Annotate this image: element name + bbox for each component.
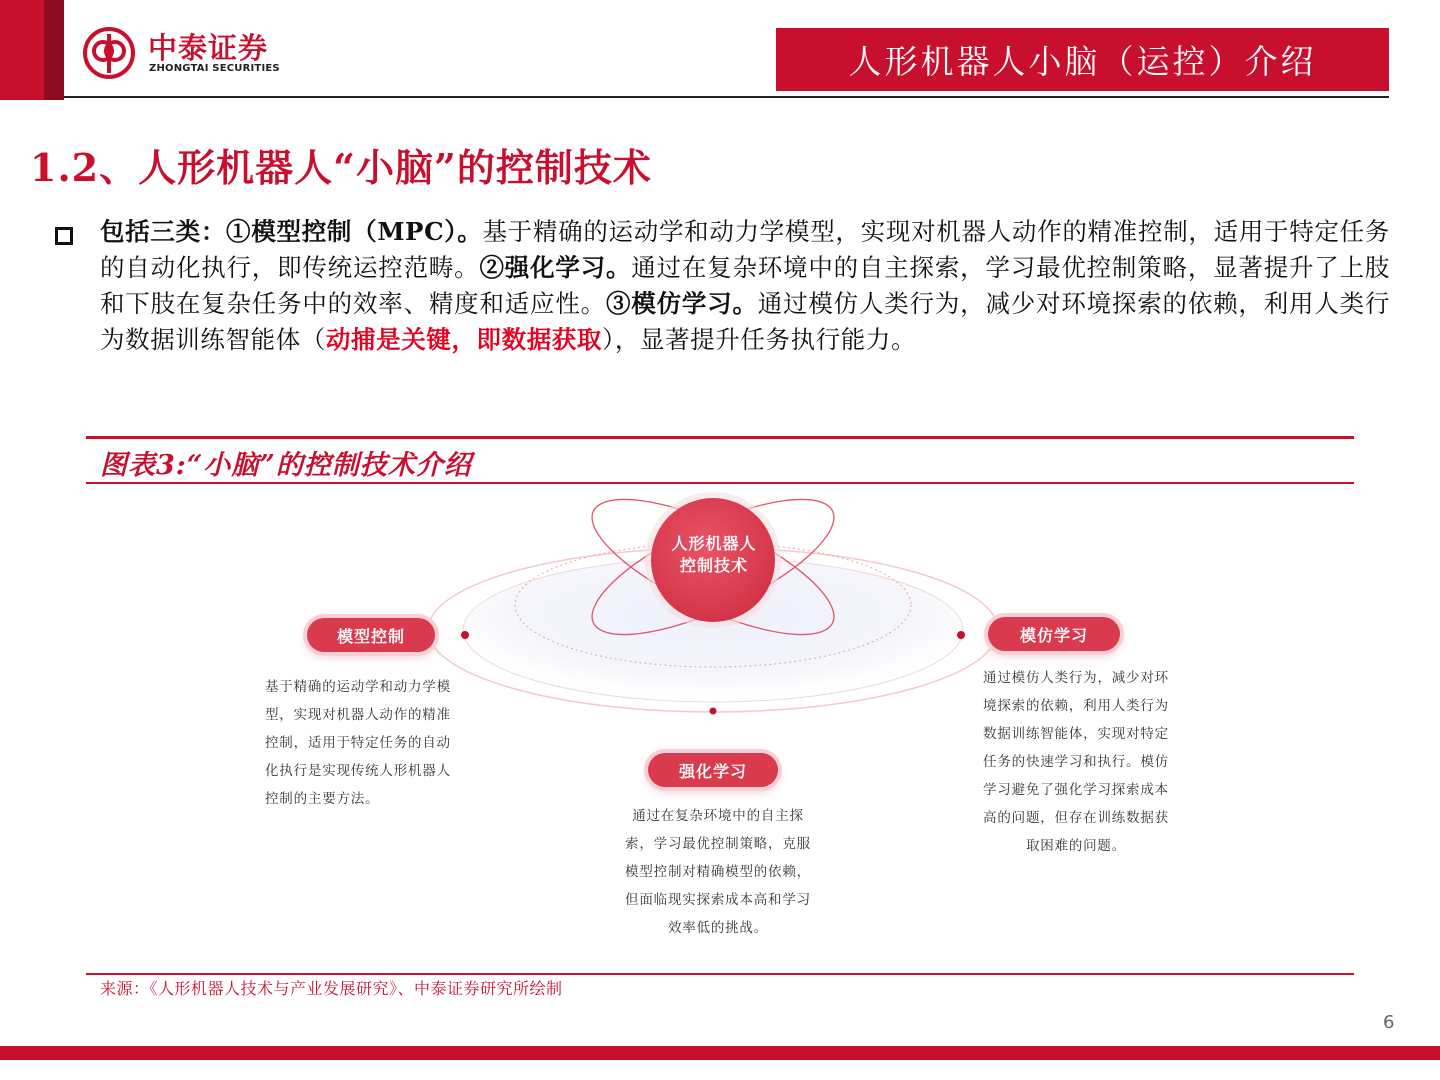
para-bold-2: ②强化学习。 [479, 253, 632, 282]
model-control-node: 模型控制 [307, 618, 435, 652]
checkbox-bullet-icon [55, 227, 73, 245]
imitation-learning-node: 模仿学习 [988, 617, 1120, 651]
para-text-2: 通过在复杂环境中的自主探索，学习最优控制策略，显著提升了上肢和下肢在复杂任务中的效率、精度和适应性。 [100, 253, 1390, 318]
para-bold-1: 包括三类：①模型控制（MPC）。 [100, 217, 483, 246]
logo-english-name: ZHONGTAI SECURITIES [149, 63, 280, 74]
anchor-dot-right [957, 631, 965, 639]
imitation-learning-desc: 通过模仿人类行为，减少对环境探索的依赖，利用人类行为数据训练智能体，实现对特定任务的快速学习和执行。模仿学习避免了强化学习探索成本高的问题，但存在训练数据获取困难的问题。 [983, 670, 1169, 854]
figure-top-rule [86, 436, 1354, 439]
figure-source: 来源：《人形机器人技术与产业发展研究》、中泰证券研究所绘制 [100, 979, 563, 998]
logo-chinese-name: 中泰证券 [148, 31, 269, 65]
page-number: 6 [1383, 1012, 1395, 1033]
para-highlight: 动捕是关键，即数据获取 [325, 325, 603, 354]
footer-bar [0, 1046, 1440, 1060]
header-divider [64, 96, 1389, 98]
figure-bottom-rule [86, 973, 1354, 975]
zhongtai-logo-icon [82, 26, 136, 80]
center-label-line2: 控制技术 [679, 556, 748, 575]
anchor-dot-bottom [710, 708, 717, 715]
para-text-4: ），显著提升任务执行能力。 [602, 325, 917, 354]
header-accent-strip [0, 0, 44, 100]
para-text-1: 基于精确的运动学和动力学模型，实现对机器人动作的精准控制，适用于特定任务的自动化执行，即传统运控范畴。 [100, 217, 1390, 282]
body-paragraph [100, 214, 1390, 358]
anchor-dot-left [461, 631, 469, 639]
figure-title: 图表3:“小脑”的控制技术介绍 [100, 450, 472, 481]
section-title: 1.2、人形机器人“小脑”的控制技术 [30, 145, 652, 190]
figure-title-rule [86, 482, 1354, 484]
header-accent-strip-dark [44, 0, 64, 100]
model-control-desc: 基于精确的运动学和动力学模型，实现对机器人动作的精准控制，适用于特定任务的自动化执行是实现传统人形机器人控制的主要方法。 [265, 679, 451, 807]
header-banner: 人形机器人小脑（运控）介绍 [776, 28, 1389, 91]
para-text-3: 通过模仿人类行为，减少对环境探索的依赖，利用人类行为数据训练智能体（ [100, 289, 1391, 354]
reinforcement-learning-node: 强化学习 [648, 753, 778, 787]
para-bold-3: ③模仿学习。 [605, 289, 758, 318]
center-label-line1: 人形机器人 [671, 534, 757, 553]
center-node-label [662, 533, 766, 577]
reinforcement-learning-desc: 通过在复杂环境中的自主探索，学习最优控制策略，克服模型控制对精确模型的依赖，但面临现实探索成本高和学习效率低的挑战。 [625, 808, 811, 936]
